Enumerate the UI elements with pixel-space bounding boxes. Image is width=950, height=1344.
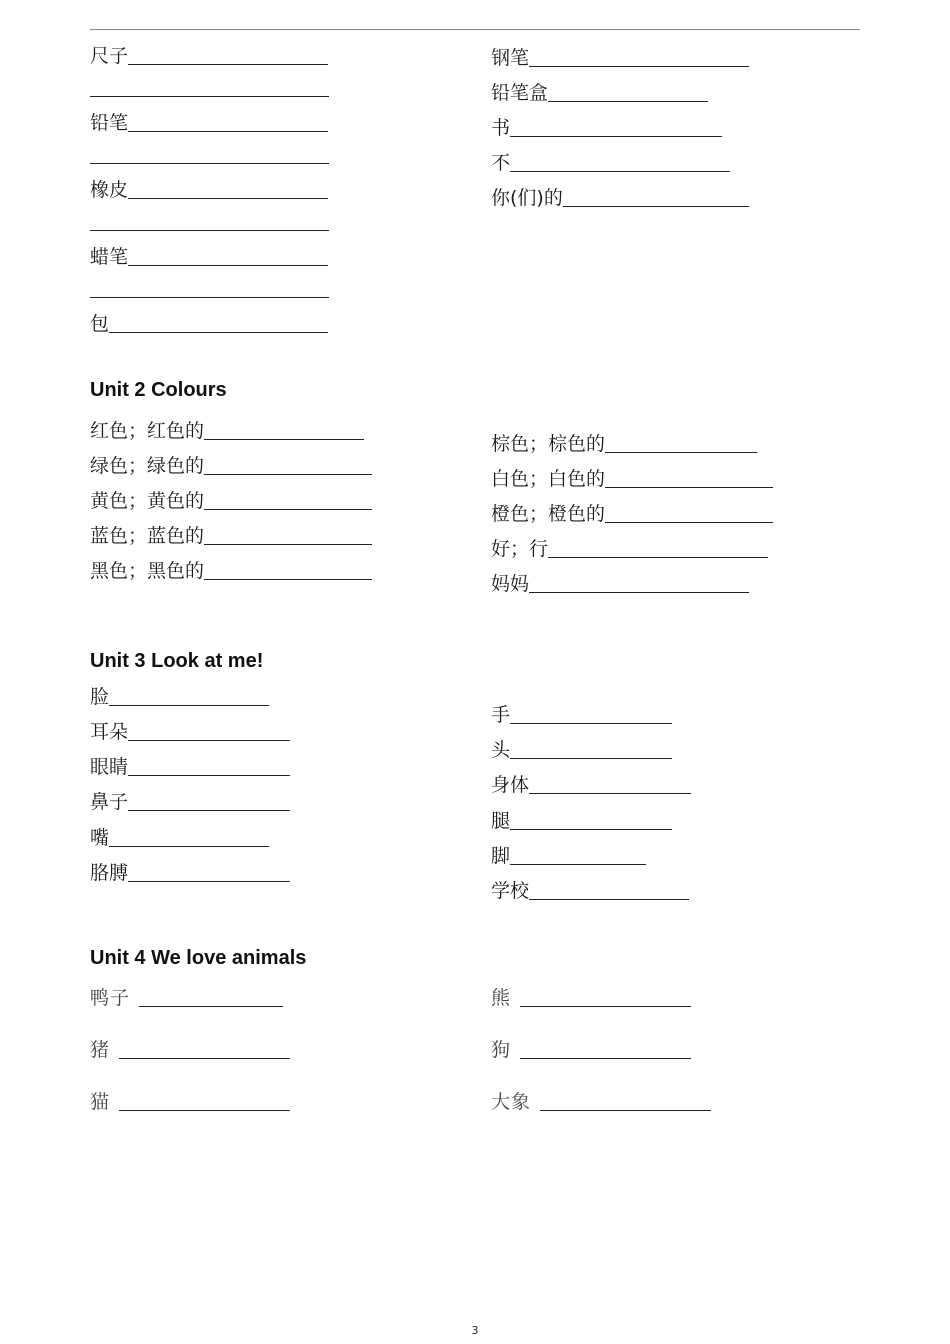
vocab-item [491,879,689,903]
unit3-heading: Unit 3 Look at me! [90,650,264,672]
answer-blank[interactable] [529,46,749,67]
vocab-word: 妈妈 [491,573,530,595]
vocab-word: 脸 [90,686,110,708]
vocab-item [90,44,328,68]
vocab-word: 橡皮 [90,179,129,201]
vocab-word: 脚 [491,845,511,867]
vocab-item [90,454,372,478]
vocab-item [491,572,749,596]
vocab-item [90,720,290,744]
vocab-item [491,1090,711,1114]
vocab-item [90,111,328,135]
vocab-word: 不 [491,152,511,174]
vocab-item [491,46,749,70]
vocab-item [90,419,364,443]
vocab-word: 好；行 [491,538,549,560]
answer-blank[interactable] [119,1090,290,1111]
answer-blank[interactable] [128,245,328,266]
vocab-item [90,559,372,583]
answer-blank[interactable] [128,178,328,199]
answer-blank[interactable] [109,685,269,706]
answer-blank[interactable] [529,773,691,794]
vocab-word: 头 [491,739,511,761]
vocab-item [491,738,672,762]
vocab-item [90,1038,290,1062]
vocab-word: 狗 [491,1039,512,1061]
answer-blank[interactable] [128,111,328,132]
answer-blank[interactable] [119,1038,290,1059]
answer-blank[interactable] [520,986,691,1007]
vocab-item [491,116,722,140]
vocab-item [90,790,290,814]
vocab-word: 猫 [90,1091,111,1113]
vocab-item [491,1038,691,1062]
answer-blank[interactable] [204,524,372,545]
vocab-item [491,703,672,727]
answer-blank[interactable] [605,432,757,453]
answer-blank[interactable] [204,489,372,510]
answer-blank[interactable] [510,809,672,830]
vocab-item [90,685,269,709]
answer-line[interactable] [90,297,329,298]
vocab-word: 鼻子 [90,791,129,813]
vocab-word: 黄色；黄色的 [90,490,205,512]
vocab-item [90,524,372,548]
vocab-word: 胳膊 [90,862,129,884]
answer-blank[interactable] [605,502,773,523]
vocab-word: 尺子 [90,45,129,67]
vocab-word: 猪 [90,1039,111,1061]
unit4-heading: Unit 4 We love animals [90,947,307,969]
vocab-word: 眼睛 [90,756,129,778]
vocab-item [90,489,372,513]
answer-blank[interactable] [204,419,364,440]
vocab-item [90,755,290,779]
vocab-item [491,81,708,105]
vocab-word: 铅笔 [90,112,129,134]
answer-blank[interactable] [563,186,749,207]
vocab-word: 书 [491,117,511,139]
vocab-word: 大象 [491,1091,532,1113]
answer-blank[interactable] [510,844,646,865]
vocab-word: 白色；白色的 [491,468,606,490]
answer-blank[interactable] [204,454,372,475]
answer-blank[interactable] [605,467,773,488]
page-number: 3 [471,1324,479,1337]
answer-blank[interactable] [128,790,290,811]
vocab-word: 黑色；黑色的 [90,560,205,582]
vocab-item [90,986,283,1010]
answer-line[interactable] [90,163,329,164]
vocab-word: 橙色；橙色的 [491,503,606,525]
answer-blank[interactable] [529,572,749,593]
vocab-word: 嘴 [90,827,110,849]
vocab-word: 学校 [491,880,530,902]
vocab-item [90,1090,290,1114]
vocab-word: 耳朵 [90,721,129,743]
answer-blank[interactable] [529,879,689,900]
vocab-word: 蓝色；蓝色的 [90,525,205,547]
vocab-word: 红色；红色的 [90,420,205,442]
vocab-word: 棕色；棕色的 [491,433,606,455]
answer-blank[interactable] [128,861,290,882]
answer-line[interactable] [90,230,329,231]
vocab-word: 铅笔盒 [491,82,549,104]
answer-blank[interactable] [510,116,722,137]
vocab-word: 你(们)的 [491,187,563,209]
answer-blank[interactable] [204,559,372,580]
answer-blank[interactable] [128,755,290,776]
answer-blank[interactable] [128,720,290,741]
answer-blank[interactable] [548,537,768,558]
vocab-item [491,467,773,491]
vocab-item [90,826,269,850]
vocab-item [491,432,757,456]
unit2-heading: Unit 2 Colours [90,379,227,401]
vocab-word: 绿色；绿色的 [90,455,205,477]
answer-blank[interactable] [128,44,328,65]
answer-blank[interactable] [510,703,672,724]
header-rule [90,29,860,30]
vocab-word: 身体 [491,774,530,796]
answer-blank[interactable] [510,151,730,172]
vocab-item [491,773,691,797]
answer-blank[interactable] [520,1038,691,1059]
vocab-item [491,537,768,561]
vocab-item [90,861,290,885]
vocab-item [90,312,328,336]
answer-blank[interactable] [109,826,269,847]
answer-blank[interactable] [139,986,283,1007]
vocab-item [90,245,328,269]
vocab-item [491,502,773,526]
answer-blank[interactable] [540,1090,711,1111]
vocab-item [491,809,672,833]
vocab-word: 熊 [491,987,512,1009]
vocab-word: 手 [491,704,511,726]
vocab-item [491,151,730,175]
answer-blank[interactable] [109,312,328,333]
vocab-word: 包 [90,313,110,335]
vocab-word: 钢笔 [491,47,530,69]
vocab-word: 腿 [491,810,511,832]
answer-blank[interactable] [510,738,672,759]
vocab-word: 蜡笔 [90,246,129,268]
answer-line[interactable] [90,96,329,97]
vocab-item [491,186,749,210]
vocab-item [90,178,328,202]
vocab-item [491,986,691,1010]
vocab-word: 鸭子 [90,987,131,1009]
answer-blank[interactable] [548,81,708,102]
vocab-item [491,844,646,868]
